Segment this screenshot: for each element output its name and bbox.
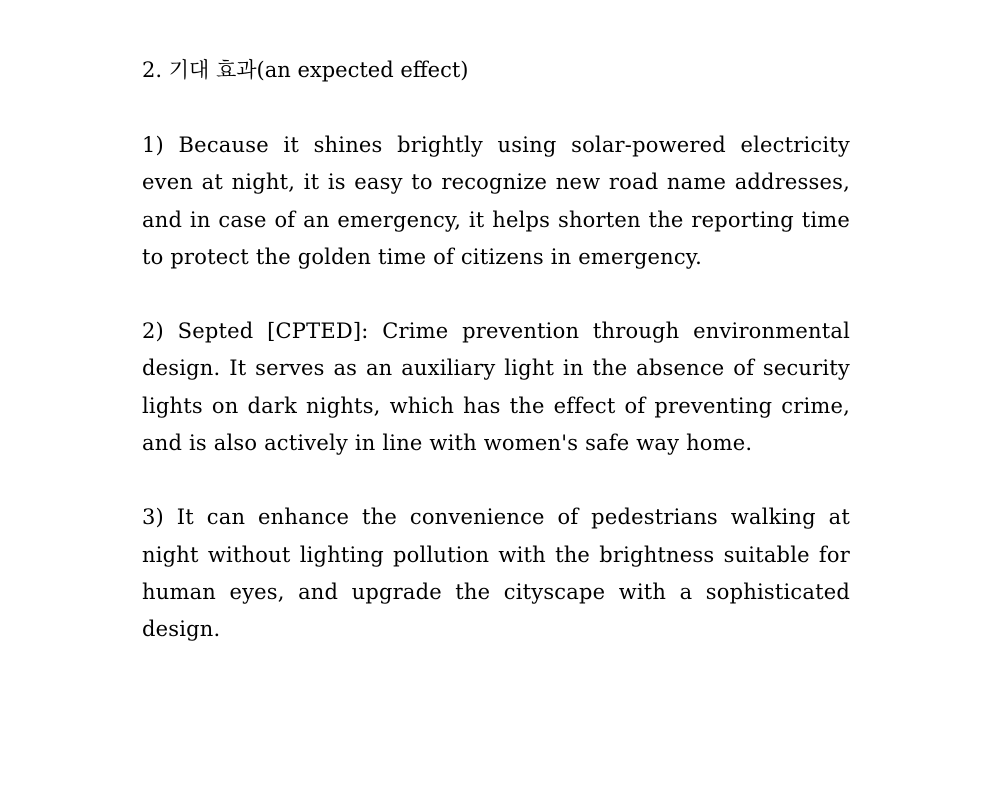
document-body <box>142 52 850 649</box>
paragraph-effect-3: 3) It can enhance the convenience of pedestrians walking at night without lighting pollution with the brightness suitable for human eyes, and upgrade the cityscape with a sophisticated design. <box>142 505 850 642</box>
section-heading: 2. 기대 효과(an expected effect) <box>142 58 469 82</box>
paragraph-effect-1: 1) Because it shines brightly using solar-powered electricity even at night, it is easy to recognize new road name addresses, and in case of an emergency, it helps shorten the reporting time to protect the golden time of citizens in emergency. <box>142 133 850 269</box>
paragraph-effect-2: 2) Septed [CPTED]: Crime prevention through environmental design. It serves as an auxiliary light in the absence of security lights on dark nights, which has the effect of preventing crime, and is also actively in line with women's safe way home. <box>142 319 850 456</box>
